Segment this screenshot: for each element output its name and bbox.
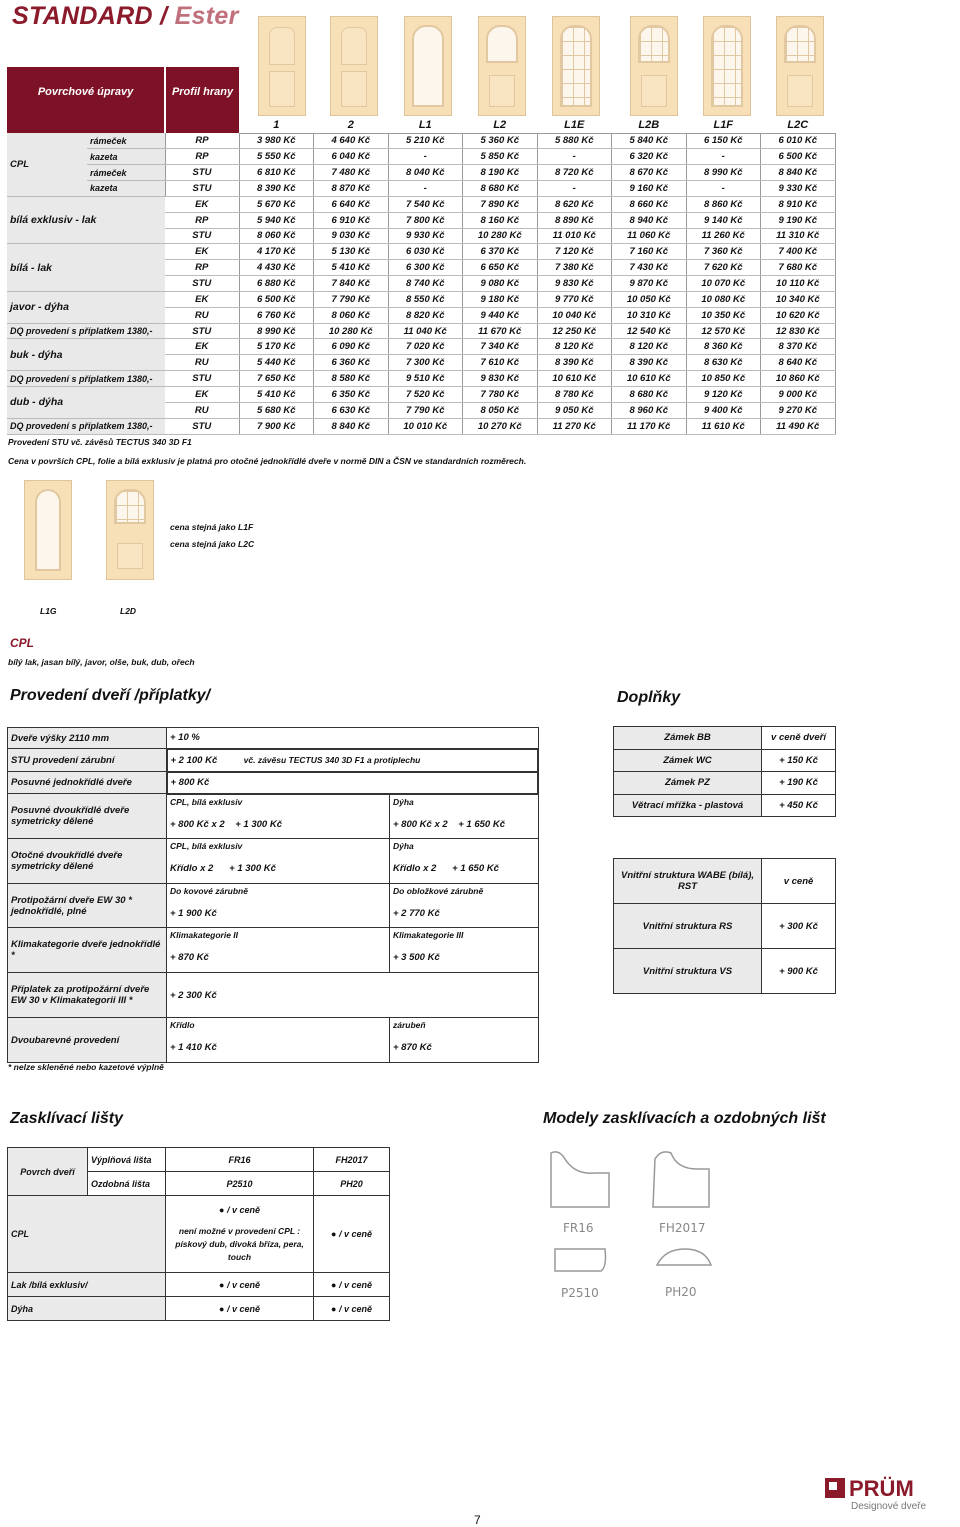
- price-cell: 8 660 Kč: [612, 196, 687, 212]
- price-cell: 6 910 Kč: [314, 212, 389, 228]
- cpl-list: bílý lak, jasan bílý, javor, olše, buk, dub, ořech: [8, 657, 195, 667]
- price-cell: 6 040 Kč: [314, 149, 389, 165]
- price-cell: 10 050 Kč: [612, 291, 687, 307]
- price-cell: 8 050 Kč: [463, 402, 538, 418]
- price-cell: 12 570 Kč: [686, 323, 761, 339]
- price-cell: 12 540 Kč: [612, 323, 687, 339]
- price-cell: -: [686, 149, 761, 165]
- column-header: L1: [388, 117, 463, 133]
- price-table: [7, 67, 836, 435]
- profile-p2510-label: P2510: [561, 1286, 599, 1300]
- sub-label: rámeček: [87, 165, 165, 181]
- profile-cell: RP: [165, 133, 239, 149]
- structure-value: v ceně: [762, 859, 836, 904]
- group-label: DQ provedení s příplatkem 1380,-: [7, 323, 165, 339]
- price-cell: 5 550 Kč: [239, 149, 314, 165]
- price-cell: 9 190 Kč: [761, 212, 836, 228]
- price-cell: 7 790 Kč: [314, 291, 389, 307]
- group-label: dub - dýha: [7, 387, 165, 419]
- price-cell: 7 890 Kč: [463, 196, 538, 212]
- price-cell: 10 040 Kč: [537, 307, 612, 323]
- price-cell: 6 650 Kč: [463, 260, 538, 276]
- table-row: [7, 387, 835, 403]
- price-cell: 11 610 Kč: [686, 418, 761, 434]
- price-cell: 5 360 Kč: [463, 133, 538, 149]
- profile-cell: RP: [165, 212, 239, 228]
- structure-value: + 900 Kč: [762, 949, 836, 994]
- table-row: [7, 133, 835, 149]
- price-cell: 11 310 Kč: [761, 228, 836, 244]
- price-cell: -: [537, 181, 612, 197]
- prum-logo: [825, 1476, 950, 1521]
- price-cell: 9 000 Kč: [761, 387, 836, 403]
- price-cell: 8 960 Kč: [612, 402, 687, 418]
- price-cell: 11 010 Kč: [537, 228, 612, 244]
- price-cell: 10 280 Kč: [314, 323, 389, 339]
- accessory-row: [614, 772, 836, 795]
- price-cell: 7 900 Kč: [239, 418, 314, 434]
- price-cell: 7 650 Kč: [239, 371, 314, 387]
- structure-row: [614, 904, 836, 949]
- price-cell: 5 440 Kč: [239, 355, 314, 371]
- structure-label: Vnitřní struktura WABE (bílá), RST: [614, 859, 762, 904]
- accessory-value: + 190 Kč: [762, 772, 836, 795]
- column-header: L2B: [612, 117, 687, 133]
- price-cell: 8 040 Kč: [388, 165, 463, 181]
- price-cell: 7 020 Kč: [388, 339, 463, 355]
- group-label: bílá - lak: [7, 244, 165, 292]
- price-cell: 9 080 Kč: [463, 276, 538, 292]
- price-cell: 10 340 Kč: [761, 291, 836, 307]
- price-cell: 5 210 Kč: [388, 133, 463, 149]
- section-modely: Modely zasklívacích a ozdobných lišt: [543, 1110, 826, 1127]
- profile-cell: RU: [165, 355, 239, 371]
- profile-models: [545, 1145, 725, 1305]
- page-title: STANDARD / Ester: [12, 2, 239, 30]
- profile-cell: RU: [165, 402, 239, 418]
- price-cell: 10 610 Kč: [537, 371, 612, 387]
- price-cell: 7 480 Kč: [314, 165, 389, 181]
- price-cell: 8 160 Kč: [463, 212, 538, 228]
- price-cell: 8 390 Kč: [612, 355, 687, 371]
- accessory-label: Zámek WC: [614, 749, 762, 772]
- price-cell: 6 370 Kč: [463, 244, 538, 260]
- price-cell: 7 520 Kč: [388, 387, 463, 403]
- section-provedeni: Provedení dveří /příplatky/: [10, 687, 211, 704]
- surcharge-table: Dveře výšky 2110 mm + 10 % STU provedení zárubní + 2 100 Kč vč. závěsu TECTUS 340 3D F1 a protiplechu Posuvné jednokřídlé dveře + 800 Kč Posuvné dvoukřídlé dveře symetricky dělené CPL, bílá exklusiv + 800 Kč x 2 + 1 300 Kč Dýha + 800 Kč x 2 + 1 650 Kč Otočné dvoukřídlé dveře symetricky dělené CPL, bílá exklusiv Křídlo x 2 + 1 300 Kč Dýha Křídlo x 2 + 1 650 Kč Protipožární dveře EW 30 * jednokřídlé, plné Do kovové zárubně + 1 900 Kč Do obložkové zárubně + 2 770 Kč Klimakategorie dveře jednokřídlé * Klimakategorie II + 870 Kč Klimakategorie III + 3 500 Kč Příplatek za protipožární dveře EW 30 v Klimakategorii III * + 2 300 Kč Dvoubarevné provedení Křídlo + 1 410 Kč zárubeň + 870 Kč: [7, 727, 539, 1063]
- profile-cell: RP: [165, 260, 239, 276]
- price-cell: 11 040 Kč: [388, 323, 463, 339]
- column-header: L1E: [537, 117, 612, 133]
- price-cell: 8 390 Kč: [537, 355, 612, 371]
- profile-cell: RP: [165, 149, 239, 165]
- price-cell: 8 840 Kč: [314, 418, 389, 434]
- price-cell: 5 670 Kč: [239, 196, 314, 212]
- accessory-label: Zámek BB: [614, 727, 762, 750]
- price-cell: 9 140 Kč: [686, 212, 761, 228]
- accessories-table: [613, 726, 836, 817]
- accessory-value: + 150 Kč: [762, 749, 836, 772]
- price-cell: 12 830 Kč: [761, 323, 836, 339]
- note-stu: Provedení STU vč. závěsů TECTUS 340 3D F1: [8, 437, 192, 447]
- table-row: [7, 291, 835, 307]
- profile-p2510-shape: [555, 1249, 606, 1271]
- profile-cell: EK: [165, 291, 239, 307]
- section-zasklivaci: Zasklívací lišty: [10, 1110, 123, 1127]
- profile-cell: STU: [165, 181, 239, 197]
- price-cell: 7 790 Kč: [388, 402, 463, 418]
- price-cell: 11 170 Kč: [612, 418, 687, 434]
- price-cell: 4 640 Kč: [314, 133, 389, 149]
- price-cell: 10 310 Kč: [612, 307, 687, 323]
- group-label: DQ provedení s příplatkem 1380,-: [7, 371, 165, 387]
- price-cell: 8 670 Kč: [612, 165, 687, 181]
- accessory-row: [614, 727, 836, 750]
- price-cell: 6 300 Kč: [388, 260, 463, 276]
- price-cell: 12 250 Kč: [537, 323, 612, 339]
- price-cell: 5 130 Kč: [314, 244, 389, 260]
- label-l2d: L2D: [120, 606, 137, 616]
- price-cell: 7 610 Kč: [463, 355, 538, 371]
- svg-text:PRÜM: PRÜM: [849, 1476, 914, 1501]
- price-cell: 9 510 Kč: [388, 371, 463, 387]
- note-price: Cena v površích CPL, folie a bílá exklusiv je platná pro otočné jednokřídlé dveře v normě DIN a ČSN ve standardních rozměrech.: [8, 456, 527, 466]
- table-row: [7, 165, 835, 181]
- profile-ph20-shape: [657, 1249, 711, 1265]
- sub-label: kazeta: [87, 149, 165, 165]
- column-header: L1F: [686, 117, 761, 133]
- price-cell: 5 410 Kč: [314, 260, 389, 276]
- price-cell: -: [388, 149, 463, 165]
- structure-row: [614, 949, 836, 994]
- price-cell: 6 640 Kč: [314, 196, 389, 212]
- table-row: [7, 418, 835, 434]
- profile-cell: STU: [165, 418, 239, 434]
- price-cell: 8 580 Kč: [314, 371, 389, 387]
- profile-cell: STU: [165, 276, 239, 292]
- price-cell: 7 680 Kč: [761, 260, 836, 276]
- price-cell: 10 070 Kč: [686, 276, 761, 292]
- header-profile: Profil hrany: [165, 67, 239, 117]
- price-cell: 8 120 Kč: [612, 339, 687, 355]
- price-cell: 5 850 Kč: [463, 149, 538, 165]
- price-cell: 5 680 Kč: [239, 402, 314, 418]
- profile-cell: EK: [165, 244, 239, 260]
- structure-label: Vnitřní struktura VS: [614, 949, 762, 994]
- price-cell: 6 010 Kč: [761, 133, 836, 149]
- profile-fh2017-shape: [653, 1152, 709, 1207]
- note-l2c: cena stejná jako L2C: [170, 539, 255, 549]
- profile-cell: RU: [165, 307, 239, 323]
- price-cell: 9 050 Kč: [537, 402, 612, 418]
- price-cell: 9 400 Kč: [686, 402, 761, 418]
- price-cell: 3 980 Kč: [239, 133, 314, 149]
- price-cell: 8 860 Kč: [686, 196, 761, 212]
- price-cell: 10 280 Kč: [463, 228, 538, 244]
- price-cell: 5 940 Kč: [239, 212, 314, 228]
- profile-ph20-label: PH20: [665, 1285, 697, 1299]
- group-label: buk - dýha: [7, 339, 165, 371]
- price-cell: 7 300 Kč: [388, 355, 463, 371]
- group-label: javor - dýha: [7, 291, 165, 323]
- price-cell: 9 830 Kč: [537, 276, 612, 292]
- accessory-value: v ceně dveří: [762, 727, 836, 750]
- price-cell: 7 160 Kč: [612, 244, 687, 260]
- price-cell: 5 170 Kč: [239, 339, 314, 355]
- price-cell: 5 880 Kč: [537, 133, 612, 149]
- price-cell: 11 260 Kč: [686, 228, 761, 244]
- table-row: [7, 181, 835, 197]
- price-cell: 8 550 Kč: [388, 291, 463, 307]
- price-cell: 7 430 Kč: [612, 260, 687, 276]
- price-cell: 6 880 Kč: [239, 276, 314, 292]
- structure-value: + 300 Kč: [762, 904, 836, 949]
- accessory-row: [614, 794, 836, 817]
- profile-cell: EK: [165, 196, 239, 212]
- price-cell: 7 800 Kč: [388, 212, 463, 228]
- price-cell: 9 160 Kč: [612, 181, 687, 197]
- price-cell: 10 110 Kč: [761, 276, 836, 292]
- price-cell: 8 680 Kč: [463, 181, 538, 197]
- group-label: DQ provedení s příplatkem 1380,-: [7, 418, 165, 434]
- price-cell: 9 830 Kč: [463, 371, 538, 387]
- price-cell: 9 030 Kč: [314, 228, 389, 244]
- table-row: [7, 196, 835, 212]
- price-cell: 4 430 Kč: [239, 260, 314, 276]
- svg-text:Designové dveře: Designové dveře: [851, 1501, 927, 1512]
- glazing-table: Povrch dveří Výplňová lišta FR16 FH2017 Ozdobná lišta P2510 PH20 CPL ● / v ceně není možné v provedení CPL : pískový dub, divoká bříza, pera, touch ● / v ceně Lak /bílá exklusiv/ ● / v ceně ● / v ceně Dýha ● / v ceně ● / v ceně: [7, 1147, 390, 1321]
- price-cell: 10 010 Kč: [388, 418, 463, 434]
- price-cell: 10 860 Kč: [761, 371, 836, 387]
- table-row: [7, 371, 835, 387]
- door-l2d-image: [106, 480, 154, 580]
- price-cell: 6 030 Kč: [388, 244, 463, 260]
- table-row: [7, 339, 835, 355]
- price-cell: 9 770 Kč: [537, 291, 612, 307]
- price-cell: 5 840 Kč: [612, 133, 687, 149]
- section-doplnky: Doplňky: [617, 689, 681, 706]
- group-label: CPL: [7, 133, 87, 196]
- price-cell: 8 840 Kč: [761, 165, 836, 181]
- price-cell: 8 780 Kč: [537, 387, 612, 403]
- structure-row: [614, 859, 836, 904]
- profile-cell: STU: [165, 371, 239, 387]
- price-cell: 6 500 Kč: [239, 291, 314, 307]
- price-cell: 8 620 Kč: [537, 196, 612, 212]
- profile-fh2017-label: FH2017: [659, 1221, 706, 1235]
- table-row: [7, 149, 835, 165]
- price-cell: 7 120 Kč: [537, 244, 612, 260]
- price-cell: 6 500 Kč: [761, 149, 836, 165]
- price-cell: 8 740 Kč: [388, 276, 463, 292]
- price-cell: 9 270 Kč: [761, 402, 836, 418]
- price-cell: 8 060 Kč: [314, 307, 389, 323]
- structures-table: [613, 858, 836, 994]
- price-cell: 6 760 Kč: [239, 307, 314, 323]
- price-cell: 8 990 Kč: [239, 323, 314, 339]
- profile-fr16-label: FR16: [563, 1221, 594, 1235]
- price-cell: 7 780 Kč: [463, 387, 538, 403]
- profile-cell: EK: [165, 339, 239, 355]
- price-cell: 8 720 Kč: [537, 165, 612, 181]
- price-cell: 10 850 Kč: [686, 371, 761, 387]
- price-cell: 10 620 Kč: [761, 307, 836, 323]
- price-cell: 6 320 Kč: [612, 149, 687, 165]
- price-cell: 9 180 Kč: [463, 291, 538, 307]
- price-cell: 7 380 Kč: [537, 260, 612, 276]
- price-cell: 10 350 Kč: [686, 307, 761, 323]
- accessory-label: Zámek PZ: [614, 772, 762, 795]
- door-l1g-image: [24, 480, 72, 580]
- price-cell: 8 870 Kč: [314, 181, 389, 197]
- price-cell: 11 270 Kč: [537, 418, 612, 434]
- header-surface: Povrchové úpravy: [7, 67, 165, 117]
- price-cell: 8 820 Kč: [388, 307, 463, 323]
- group-label: bílá exklusiv - lak: [7, 196, 165, 244]
- price-cell: 8 910 Kč: [761, 196, 836, 212]
- price-cell: 11 060 Kč: [612, 228, 687, 244]
- surcharge-footnote: * nelze skleněné nebo kazetové výplně: [8, 1062, 164, 1072]
- cpl-heading: CPL: [10, 636, 34, 650]
- profile-cell: STU: [165, 228, 239, 244]
- price-cell: 11 670 Kč: [463, 323, 538, 339]
- label-l1g: L1G: [40, 606, 57, 616]
- price-cell: 8 370 Kč: [761, 339, 836, 355]
- price-cell: 10 080 Kč: [686, 291, 761, 307]
- price-cell: 8 360 Kč: [686, 339, 761, 355]
- price-cell: 8 890 Kč: [537, 212, 612, 228]
- price-cell: 11 490 Kč: [761, 418, 836, 434]
- accessory-label: Větrací mřížka - plastová: [614, 794, 762, 817]
- price-cell: 9 330 Kč: [761, 181, 836, 197]
- price-cell: 6 150 Kč: [686, 133, 761, 149]
- price-cell: 6 090 Kč: [314, 339, 389, 355]
- accessory-row: [614, 749, 836, 772]
- price-cell: 8 940 Kč: [612, 212, 687, 228]
- note-l1f: cena stejná jako L1F: [170, 522, 254, 532]
- price-cell: 7 360 Kč: [686, 244, 761, 260]
- price-cell: 8 060 Kč: [239, 228, 314, 244]
- price-cell: 7 840 Kč: [314, 276, 389, 292]
- price-cell: 10 270 Kč: [463, 418, 538, 434]
- price-cell: 7 400 Kč: [761, 244, 836, 260]
- price-cell: 9 930 Kč: [388, 228, 463, 244]
- profile-cell: EK: [165, 387, 239, 403]
- accessory-value: + 450 Kč: [762, 794, 836, 817]
- price-cell: 8 640 Kč: [761, 355, 836, 371]
- price-cell: -: [388, 181, 463, 197]
- price-cell: 6 360 Kč: [314, 355, 389, 371]
- profile-cell: STU: [165, 165, 239, 181]
- sub-label: kazeta: [87, 181, 165, 197]
- price-cell: 7 540 Kč: [388, 196, 463, 212]
- price-cell: 8 680 Kč: [612, 387, 687, 403]
- price-cell: 8 630 Kč: [686, 355, 761, 371]
- column-header: L2: [463, 117, 538, 133]
- column-header: 2: [314, 117, 389, 133]
- sub-label: rámeček: [87, 133, 165, 149]
- price-cell: 9 870 Kč: [612, 276, 687, 292]
- price-cell: 8 120 Kč: [537, 339, 612, 355]
- profile-fr16-shape: [551, 1152, 609, 1207]
- column-header: L2C: [761, 117, 836, 133]
- price-cell: -: [686, 181, 761, 197]
- price-cell: 9 120 Kč: [686, 387, 761, 403]
- page-number: 7: [474, 1513, 481, 1527]
- price-cell: 4 170 Kč: [239, 244, 314, 260]
- price-cell: 6 630 Kč: [314, 402, 389, 418]
- table-row: [7, 244, 835, 260]
- price-cell: 6 810 Kč: [239, 165, 314, 181]
- table-row: [7, 323, 835, 339]
- price-cell: 7 340 Kč: [463, 339, 538, 355]
- price-cell: -: [537, 149, 612, 165]
- price-cell: 8 390 Kč: [239, 181, 314, 197]
- price-cell: 10 610 Kč: [612, 371, 687, 387]
- structure-label: Vnitřní struktura RS: [614, 904, 762, 949]
- price-cell: 9 440 Kč: [463, 307, 538, 323]
- column-header: 1: [239, 117, 314, 133]
- price-cell: 8 190 Kč: [463, 165, 538, 181]
- price-cell: 7 620 Kč: [686, 260, 761, 276]
- price-cell: 6 350 Kč: [314, 387, 389, 403]
- price-cell: 8 990 Kč: [686, 165, 761, 181]
- price-cell: 5 410 Kč: [239, 387, 314, 403]
- profile-cell: STU: [165, 323, 239, 339]
